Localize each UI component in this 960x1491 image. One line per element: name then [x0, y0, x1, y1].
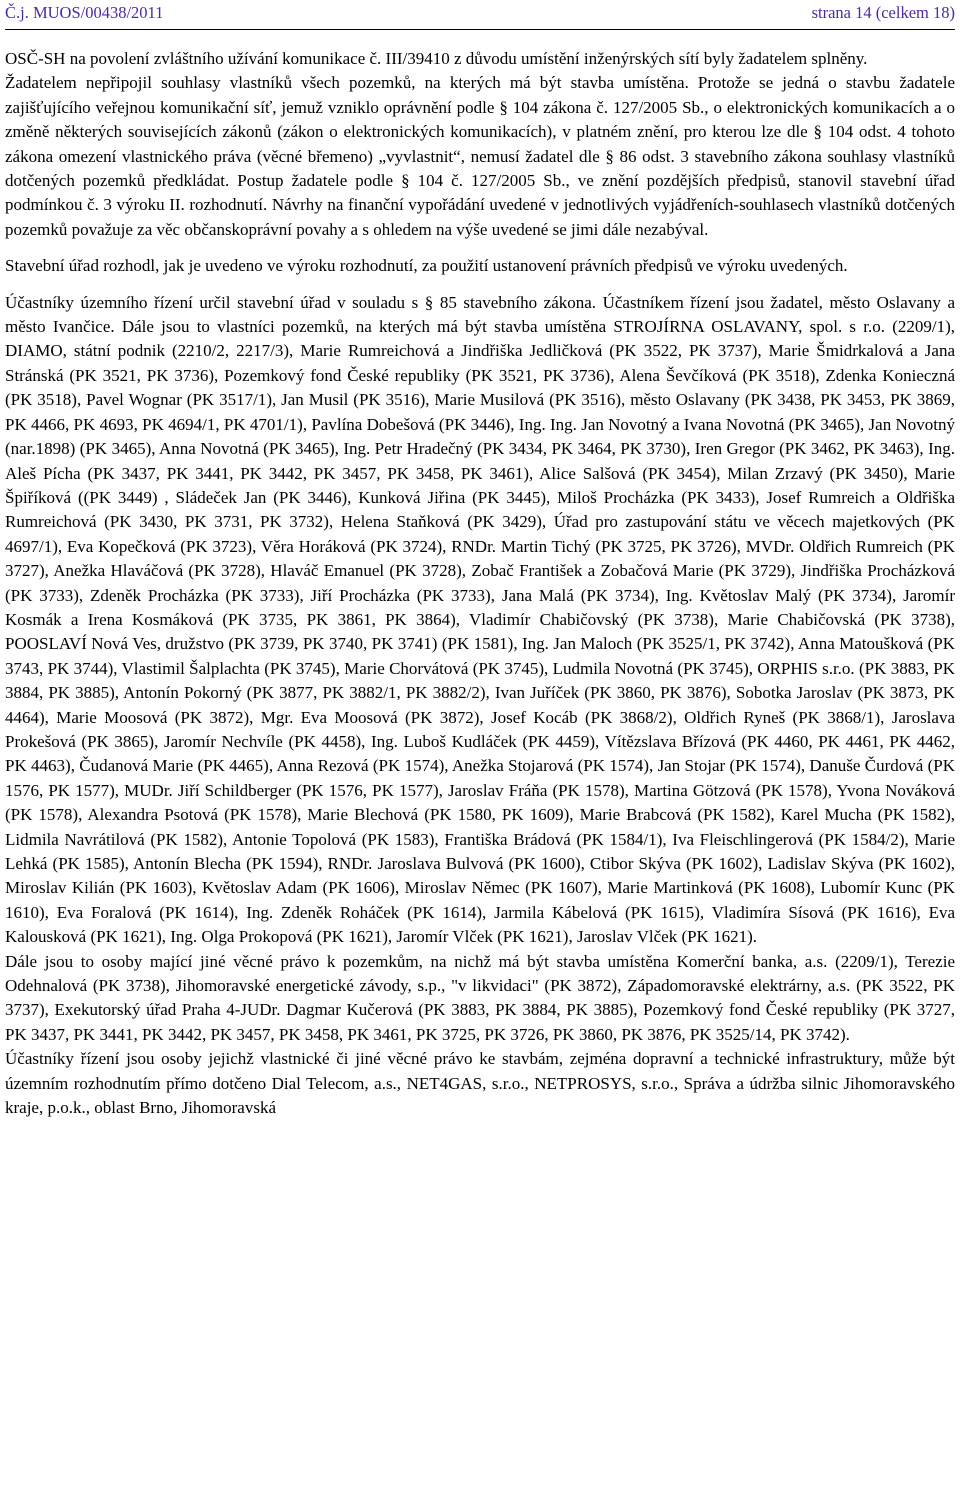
page-number: strana 14 (celkem 18): [811, 3, 955, 22]
paragraph: OSČ-SH na povolení zvláštního užívání komunikace č. III/39410 z důvodu umístění inženýrských sítí byly žadatelem splněny.: [5, 49, 868, 68]
header-divider: [5, 29, 955, 30]
reference-number: Č.j. MUOS/00438/2011: [5, 3, 164, 22]
paragraph: Dále jsou to osoby mající jiné věcné právo k pozemkům, na nichž má být stavba umístěna Komerční banka, a.s. (2209/1), Terezie Odehnalová (PK 3738), Jihomoravské energetické závody, s.p., "v likvidaci" (PK 3872), Západomoravské elektrárny, a.s. (PK 3522, PK 3737), Exekutorský úřad Praha 4-JUDr. Dagmar Kučerová (PK 3883, PK 3884, PK 3885), Pozemkový fond České republiky (PK 3727, PK 3437, PK 3441, PK 3442, PK 3457, PK 3458, PK 3461, PK 3725, PK 3726, PK 3860, PK 3876, PK 3525/14, PK 3742).: [5, 951, 955, 1044]
page-header: [5, 0, 955, 29]
paragraph: Žadatelem nepřipojil souhlasy vlastníků všech pozemků, na kterých má být stavba umístěna. Protože se jedná o stavbu žadatele zajišťujícího veřejnou komunikační síť, jemuž vzniklo oprávnění podle § 104 zákona č. 127/2005 Sb., o elektronických komunikacích a o změně některých souvisejících zákonů (zákon o elektronických komunikacích), v platném znění, pro kterou lze dle § 104 odst. 4 tohoto zákona omezení vlastnického práva (věcné břemeno) „vyvlastnit“, nemusí žadatel dle § 86 odst. 3 stavebního zákona souhlasy vlastníků dotčených pozemků předkládat. Postup žadatele podle § 104 č. 127/2005 Sb., ve znění pozdějších předpisů, stanovil stavební úřad podmínkou č. 3 výroku II. rozhodnutí. Návrhy na finanční vypořádání uvedené v jednotlivých vyjádřeních-souhlasech vlastníků dotčených pozemků považuje za věc občanskoprávní povahy a s ohledem na výše uvedené se jimi dále nezabýval.: [5, 73, 955, 239]
paragraph: Stavební úřad rozhodl, jak je uvedeno ve výroku rozhodnutí, za použití ustanovení právních předpisů ve výroku uvedených.: [5, 256, 848, 276]
document-body: [5, 47, 955, 1120]
paragraph: Účastníky územního řízení určil stavební úřad v souladu s § 85 stavebního zákona. Účastníkem řízení jsou žadatel, město Oslavany a město Ivančice. Dále jsou to vlastníci pozemků, na kterých má být stavba umístěna STROJÍRNA OSLAVANY, spol. s r.o. (2209/1), DIAMO, státní podnik (2210/2, 2217/3), Marie Rumreichová a Jindřiška Jedličková (PK 3522, PK 3737), Marie Šmidrkalová a Jana Stránská (PK 3521, PK 3736), Pozemkový fond České republiky (PK 3521, PK 3736), Alena Ševčíková (PK 3518), Zdenka Konieczná (PK 3518), Pavel Wognar (PK 3517/1), Jan Musil (PK 3516), Marie Musilová (PK 3516), město Oslavany (PK 3438, PK 3453, PK 3869, PK 4466, PK 4693, PK 4694/1, PK 4701/1), Pavlína Dobešová (PK 3446), Ing. Ing. Jan Novotný a Ivana Novotná (PK 3465), Jan Novotný (nar.1898) (PK 3465), Anna Novotná (PK 3465), Ing. Petr Hradečný (PK 3434, PK 3464, PK 3730), Iren Gregor (PK 3462, PK 3463), Ing. Aleš Pícha (PK 3437, PK 3441, PK 3442, PK 3457, PK 3458, PK 3461), Alice Salšová (PK 3454), Milan Zrzavý (PK 3450), Marie Špiříková ((PK 3449) , Sládeček Jan (PK 3446), Kunková Jiřina (PK 3445), Miloš Procházka (PK 3433), Josef Rumreich a Oldřiška Rumreichová (PK 3430, PK 3731, PK 3732), Helena Staňková (PK 3429), Úřad pro zastupování státu ve věcech majetkových (PK 4697/1), Eva Kopečková (PK 3723), Věra Horáková (PK 3724), RNDr. Martin Tichý (PK 3725, PK 3726), MVDr. Oldřich Rumreich (PK 3727), Anežka Hlaváčová (PK 3728), Hlaváč Emanuel (PK 3728), Zobač František a Zobačová Marie (PK 3729), Jindřiška Procházková (PK 3733), Zdeněk Procházka (PK 3733), Jiří Procházka (PK 3733), Jana Malá (PK 3734), Ing. Květoslav Malý (PK 3734), Jaromír Kosmák a Irena Kosmáková (PK 3735, PK 3861, PK 3864), Vladimír Chabičovský (PK 3738), Marie Chabičovská (PK 3738), POOSLAVÍ Nová Ves, družstvo (PK 3739, PK 3740, PK 3741) (PK 1581), Ing. Jan Maloch (PK 3525/1, PK 3742), Anna Matoušková (PK 3743, PK 3744), Vlastimil Šalplachta (PK 3745), Marie Chorvátová (PK 3745), Ludmila Novotná (PK 3745), ORPHIS s.r.o. (PK 3883, PK 3884, PK 3885), Antonín Pokorný (PK 3877, PK 3882/1, PK 3882/2), Ivan Juříček (PK 3860, PK 3876), Sobotka Jaroslav (PK 3873, PK 4464), Marie Moosová (PK 3872), Mgr. Eva Moosová (PK 3872), Josef Kocáb (PK 3868/2), Oldřich Ryneš (PK 3868/1), Jaroslava Prokešová (PK 3865), Jaromír Nechvíle (PK 4458), Ing. Luboš Kudláček (PK 4459), Vítězslava Břízová (PK 4460, PK 4461, PK 4462, PK 4463), Čudanová Marie (PK 4465), Anna Rezová (PK 1574), Anežka Stojarová (PK 1574), Jan Stojar (PK 1574), Danuše Čurdová (PK 1576, PK 1577), MUDr. Jiří Schildberger (PK 1576, PK 1577), Jaroslav Fráňa (PK 1578), Martina Götzová (PK 1578), Yvona Nováková (PK 1578), Alexandra Psotová (PK 1578), Marie Blechová (PK 1580, PK 1609), Marie Brabcová (PK 1582), Karel Mucha (PK 1582), Lidmila Navrátilová (PK 1582), Antonie Topolová (PK 1583), Františka Brádová (PK 1584/1), Iva Fleischlingerová (PK 1584/2), Marie Lehká (PK 1585), Antonín Blecha (PK 1594), RNDr. Jaroslava Bulvová (PK 1600), Ctibor Skýva (PK 1602), Ladislav Skýva (PK 1602), Miroslav Kilián (PK 1603), Květoslav Adam (PK 1606), Miroslav Němec (PK 1607), Marie Martinková (PK 1608), Lubomír Kunc (PK 1610), Eva Foralová (PK 1614), Ing. Zdeněk Roháček (PK 1614), Jarmila Kábelová (PK 1615), Vladimíra Sísová (PK 1616), Eva Kalousková (PK 1621), Ing. Olga Prokopová (PK 1621), Jaromír Vlček (PK 1621), Jaroslav Vlček (PK 1621).: [5, 292, 955, 947]
paragraph: Účastníky řízení jsou osoby jejichž vlastnické či jiné věcné právo ke stavbám, zejména dopravní a technické infrastruktury, může být územním rozhodnutím přímo dotčeno Dial Telecom, a.s., NET4GAS, s.r.o., NETPROSYS, s.r.o., Správa a údržba silnic Jihomoravského kraje, p.o.k., oblast Brno, Jihomoravská: [5, 1049, 955, 1118]
